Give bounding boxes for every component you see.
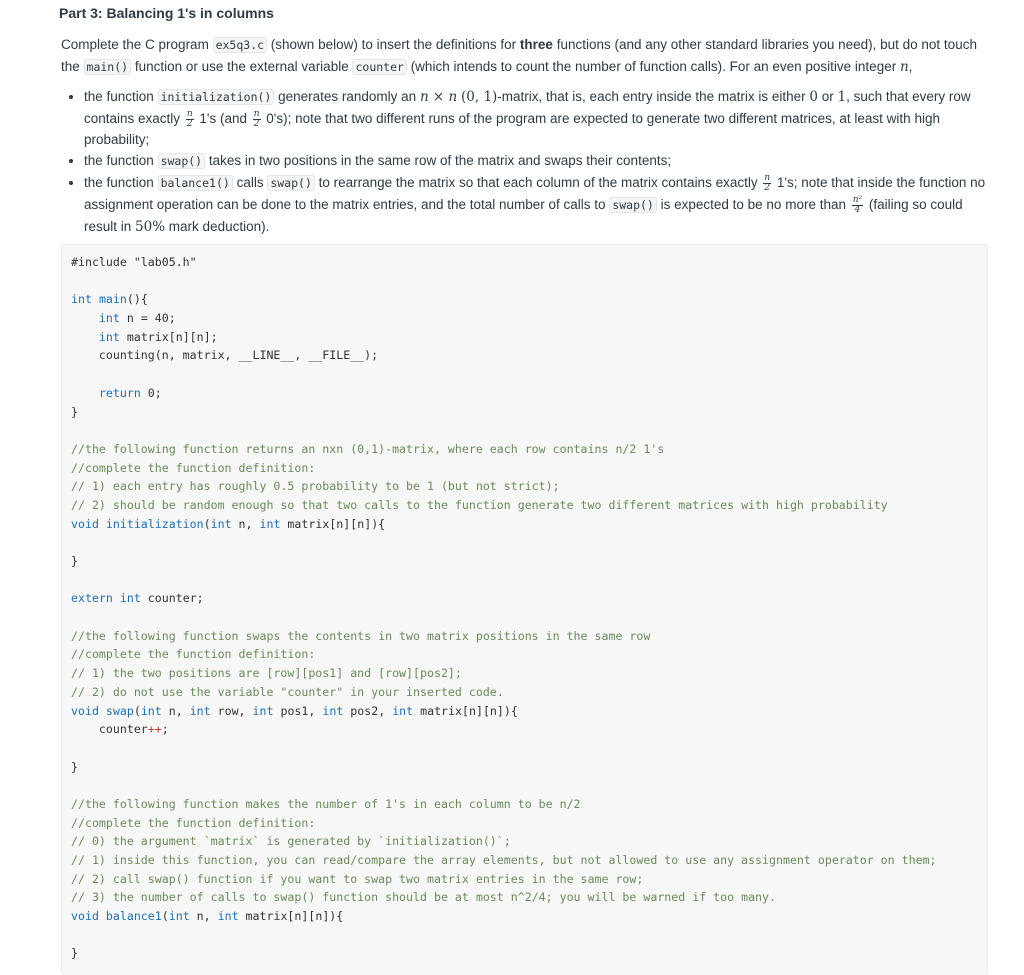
code-line: //complete the function definition: (71, 815, 316, 830)
balance1-code: balance1() (158, 175, 233, 191)
code-line: //the following function swaps the contents in two matrix positions in the same row (71, 628, 651, 643)
code-line: void swap(int n, int row, int pos1, int pos2, int matrix[n][n]){ (71, 703, 518, 718)
intro-text: function or use the external variable (131, 59, 353, 74)
item-text: or (818, 89, 838, 104)
fraction-numerator: n (253, 108, 260, 119)
item-text: (failing so could result in (84, 197, 963, 234)
code-line: } (71, 759, 78, 774)
fraction-n-over-2 (186, 110, 194, 129)
item-text: is expected to be no more than (656, 197, 850, 212)
item-text: takes in two positions in the same row of the matrix and swaps their contents; (205, 153, 672, 168)
code-line: #include "lab05.h" (71, 255, 197, 269)
code-line: int matrix[n][n]; (98, 329, 218, 344)
code-line: // 2) should be random enough so that two calls to the function generate two different matrices with high probability (71, 497, 888, 512)
code-line (71, 926, 987, 945)
main-code: main() (84, 59, 132, 75)
math-one: 1 (837, 89, 847, 105)
code-line: //the following function returns an nxn (0,1)-matrix, where each row contains n/2 1's (71, 441, 665, 456)
code-line: //complete the function definition: (71, 647, 316, 662)
code-line: // 1) inside this function, you can read/compare the array elements, but not allowed to use any assignment operator on them; (71, 853, 937, 867)
math-dims: n × n (419, 89, 458, 105)
item-text: the function (84, 153, 158, 168)
math-n: n (899, 59, 909, 75)
section-heading: Part 3: Balancing 1's in columns (59, 5, 274, 21)
fraction-numerator: n (764, 172, 771, 183)
item-text: to rearrange the matrix so that each column of the matrix contains exactly (314, 175, 762, 190)
item-text: the function (84, 89, 158, 104)
list-item-swap (84, 150, 994, 172)
code-line: //complete the function definition: (71, 460, 316, 475)
item-text: generates randomly an (274, 89, 420, 104)
math-zero: 0 (809, 89, 819, 105)
code-line: return 0; (98, 385, 162, 400)
code-line: int n = 40; (98, 311, 176, 326)
intro-paragraph (61, 34, 994, 78)
math-percent: 50% (135, 219, 166, 235)
code-line (71, 739, 987, 758)
code-line: void initialization(int n, int matrix[n][n]){ (71, 516, 386, 531)
code-line (71, 571, 987, 590)
math-set: (0, 1) (461, 89, 498, 105)
item-text: 0's); note that two different runs of the program are expected to generate two different matrices, at least with high probability; (84, 111, 940, 147)
code-line: // 0) the argument `matrix` is generated by `initialization()`; (71, 834, 511, 849)
intro-text: (shown below) to insert the definitions for (267, 37, 520, 52)
code-line: } (71, 946, 78, 961)
intro-text: Complete the C program (61, 37, 213, 52)
code-line (71, 365, 987, 384)
intro-bold: three (519, 37, 553, 52)
item-text: -matrix, that is, each entry inside the matrix is either (497, 89, 810, 104)
code-line: counting(n, matrix, __LINE__, __FILE__); (71, 348, 379, 363)
fraction-numerator: n² (852, 194, 863, 205)
code-line: // 1) each entry has roughly 0.5 probability to be 1 (but not strict); (71, 479, 560, 494)
fraction-denominator: 2 (253, 118, 260, 129)
counter-code: counter (352, 59, 406, 75)
item-text: calls (232, 175, 268, 190)
item-text: the function (84, 175, 158, 190)
list-item-balance1 (84, 172, 994, 238)
intro-text: functions (and any other standard libraries you need), but do not touch the (61, 37, 977, 74)
filename-code: ex5q3.c (213, 37, 267, 53)
code-line: extern int counter; (71, 591, 204, 606)
code-line: // 1) the two positions are [row][pos1] and [row][pos2]; (71, 666, 462, 681)
item-text: 1's (and (195, 111, 251, 126)
page (0, 0, 1024, 238)
code-line: } (71, 554, 78, 568)
code-line: // 2) call swap() function if you want to swap two matrix entries in the same row; (71, 871, 644, 886)
code-line: // 3) the number of calls to swap() function should be at most n^2/4; you will be warned if too many. (71, 890, 776, 905)
fraction-n-over-2 (763, 174, 771, 193)
fraction-denominator: 2 (186, 118, 193, 129)
list-item-initialization (84, 86, 994, 150)
intro-text: , (908, 59, 913, 74)
fraction-denominator: 4 (854, 204, 861, 215)
code-line (71, 608, 987, 627)
swap-code: swap() (158, 153, 206, 169)
fraction-n2-over-4 (852, 196, 863, 215)
code-line (71, 421, 987, 440)
intro-text: (which intends to count the number of function calls). For an even positive integer (406, 59, 900, 74)
fraction-numerator: n (186, 108, 193, 119)
code-line (71, 776, 987, 795)
code-listing (62, 245, 987, 963)
code-block (61, 244, 988, 975)
fraction-n-over-2 (253, 110, 261, 129)
swap-code: swap() (267, 175, 315, 191)
requirements-list (61, 86, 994, 238)
code-line (71, 272, 987, 291)
code-line: } (71, 404, 78, 419)
swap-code: swap() (609, 197, 657, 213)
item-text: 1's; note that inside the function no assignment operation can be done to the matrix entries, and the total number of calls to (84, 175, 986, 212)
code-line: // 2) do not use the variable "counter" in your inserted code. (71, 684, 504, 699)
code-line: int main(){ (71, 292, 148, 307)
item-text: , such that every row contains exactly (84, 89, 971, 126)
code-line: void balance1(int n, int matrix[n][n]){ (71, 909, 344, 924)
fraction-denominator: 2 (764, 182, 771, 193)
code-line: //the following function makes the number of 1's in each column to be n/2 (71, 796, 581, 811)
initialization-code: initialization() (158, 89, 275, 105)
code-line: counter++; (71, 722, 169, 737)
item-text: mark deduction). (165, 219, 270, 234)
code-line (71, 533, 987, 552)
